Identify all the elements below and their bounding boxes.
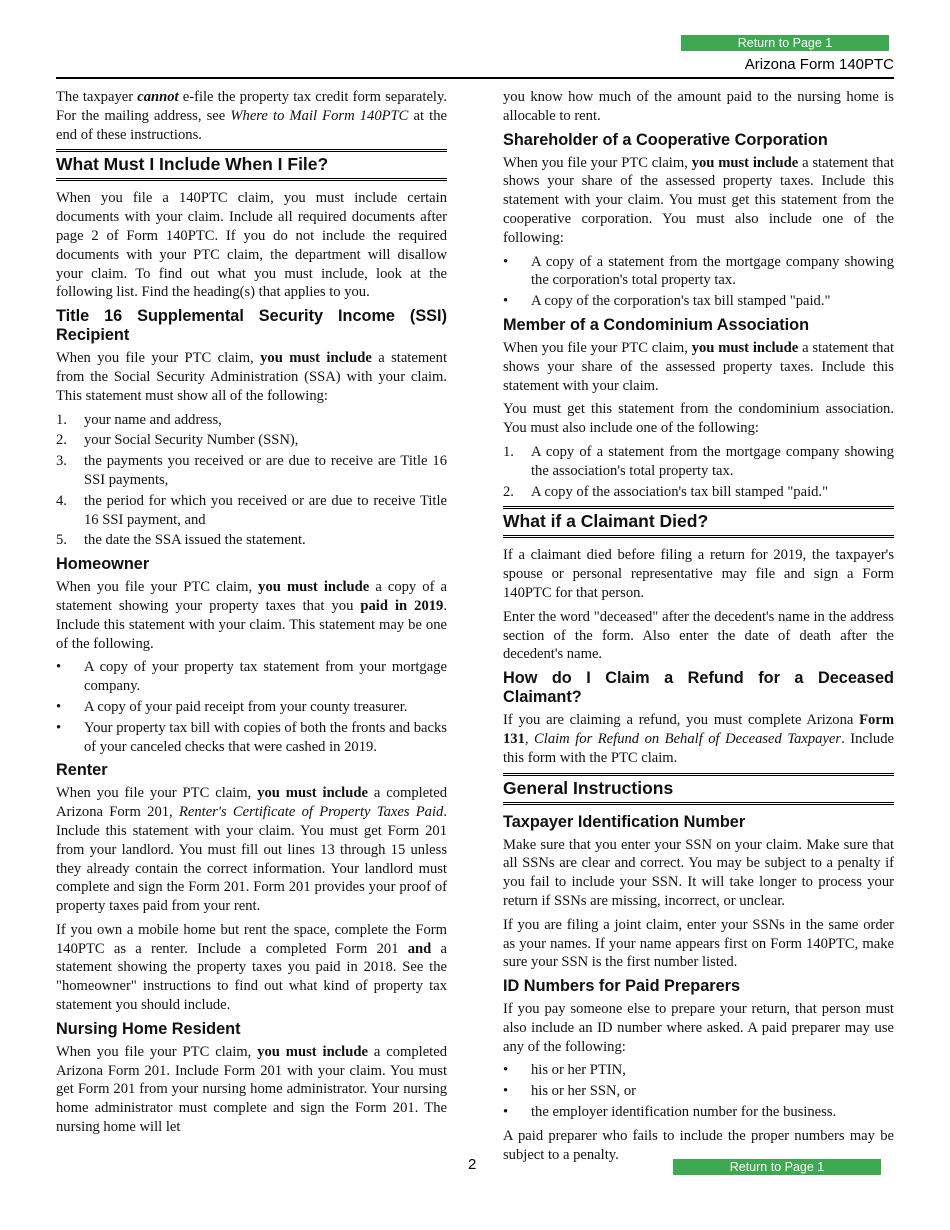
bullet-icon: • (503, 1062, 509, 1079)
page-number: 2 (468, 1156, 477, 1173)
return-to-page-1-link[interactable]: Return to Page 1 (681, 35, 889, 51)
right-column (503, 88, 894, 1169)
condominium-paragraph-2: You must get this statement from the condominium association. You must also include one of the following: (503, 401, 894, 437)
claimant-died-paragraph-2: Enter the word "deceased" after the decedent's name in the address section of the form. Also enter the date of death after the decedent's name. (503, 608, 894, 663)
condominium-list (503, 443, 894, 501)
ssi-paragraph: When you file your PTC claim, you must include a statement from the Social Security Administration (SSA) with your claim. This statement must show all of the following: (56, 350, 448, 404)
tin-heading: Taxpayer Identification Number (503, 812, 746, 831)
condominium-heading: Member of a Condominium Association (503, 315, 810, 334)
return-to-page-1-link-bottom[interactable]: Return to Page 1 (673, 1159, 881, 1175)
left-column (56, 88, 447, 1142)
homeowner-list (56, 658, 447, 756)
nursing-home-paragraph: When you file your PTC claim, you must include a completed Arizona Form 201. Include Form 201 with your claim. You must get Form 201 from your nursing home administrator. Your nursing home administrator must complete and sign the Form 201. The nursing home will let (56, 1043, 448, 1136)
bullet-icon: • (56, 659, 62, 676)
homeowner-heading: Homeowner (56, 555, 150, 574)
bullet-icon: • (503, 253, 509, 270)
list-item: 5. the date the SSA issued the statement. (56, 532, 306, 549)
list-item: • his or her SSN, or (503, 1083, 636, 1100)
bullet-icon: • (56, 719, 62, 736)
list-item: • his or her PTIN, (503, 1062, 626, 1079)
renter-paragraph-2: If you own a mobile home but rent the space, complete the Form 140PTC as a renter. Include a completed Form 201 and a statement showing the property taxes you paid in 2018. See the "homeowner" instructions to find out what kind of property tax statement you should include. (56, 921, 447, 1014)
tin-paragraph-2: If you are filing a joint claim, enter your SSNs in the same order as your names. If your name appears first on Form 140PTC, make sure your SSN is the first number listed. (503, 916, 894, 971)
cooperative-heading: Shareholder of a Cooperative Corporation (503, 130, 828, 149)
bullet-icon: • (503, 1104, 509, 1121)
renter-heading: Renter (56, 761, 108, 780)
list-item: 2. your Social Security Number (SSN), (56, 432, 299, 449)
list-item: • the employer identification number for the business. (503, 1104, 837, 1121)
preparer-id-heading: ID Numbers for Paid Preparers (503, 977, 741, 996)
list-item: 3. the payments you received or are due to receive are Title 16 SSI payments, (56, 453, 447, 488)
list-item: 4. the period for which you received or are due to receive Title 16 SSI payment, and (56, 492, 447, 528)
form-title: Arizona Form 140PTC (744, 56, 894, 73)
preparer-id-list (503, 1061, 894, 1121)
preparer-id-paragraph-2: A paid preparer who fails to include the proper numbers may be subject to a penalty. (503, 1127, 894, 1163)
cooperative-list (503, 253, 894, 311)
list-item: • A copy of a statement from the mortgage company showing the corporation's total property tax. (503, 253, 894, 289)
claimant-died-heading: What if a Claimant Died? (503, 506, 894, 538)
list-item: 1. A copy of a statement from the mortgage company showing the association's total property tax. (503, 443, 894, 479)
include-heading: What Must I Include When I File? (56, 149, 447, 181)
cooperative-paragraph: When you file your PTC claim, you must include a statement that shows your share of the assessed property taxes. Include this statement with your claim. You must get this statement from the cooperative corporation. You must also include one of the following: (503, 154, 895, 246)
ssi-list (56, 411, 447, 551)
nursing-home-heading: Nursing Home Resident (56, 1019, 241, 1038)
homeowner-paragraph: When you file your PTC claim, you must include a copy of a statement showing your property taxes that you paid in 2019. Include this statement with your claim. This statement may be one of the following. (56, 579, 448, 652)
bullet-icon: • (503, 1083, 509, 1100)
renter-paragraph-1: When you file your PTC claim, you must include a completed Arizona Form 201, Renter's Certificate of Property Taxes Paid. Include this statement with your claim. You must get Form 201 from your landlord. You must fill out lines 13 through 15 unless they already contain the correct information. Your landlord must complete and sign the Form 201. Form 201 provides your proof of property taxes paid from your rent. (56, 785, 448, 915)
list-item: 2. A copy of the association's tax bill stamped "paid." (503, 483, 829, 500)
refund-deceased-heading: How do I Claim a Refund for a Deceased Claimant? (503, 669, 894, 707)
preparer-id-paragraph-1: If you pay someone else to prepare your return, that person must also include an ID number where asked. A paid preparer may use any of the following: (503, 1001, 894, 1055)
list-item: • A copy of your paid receipt from your county treasurer. (56, 698, 408, 715)
bullet-icon: • (56, 698, 62, 715)
list-item: 1. your name and address, (56, 411, 222, 428)
nursing-home-continued: you know how much of the amount paid to the nursing home is allocable to rent. (503, 89, 894, 124)
refund-deceased-paragraph: If you are claiming a refund, you must complete Arizona Form 131, Claim for Refund on Behalf of Deceased Taxpayer. Include this form with the PTC claim. (503, 712, 894, 766)
intro-paragraph: The taxpayer cannot e-file the property tax credit form separately. For the mailing address, see Where to Mail Form 140PTC at the end of these instructions. (56, 89, 447, 143)
include-paragraph: When you file a 140PTC claim, you must include certain documents with your claim. Include all required documents after page 2 of Form 140PTC. If you do not include the required documents with your PTC claim, the department will disallow your claim. To find out what you must include, look at the following list. Find the heading(s) that applies to you. (56, 190, 447, 301)
list-item: • A copy of the corporation's tax bill stamped "paid." (503, 293, 831, 310)
general-instructions-heading: General Instructions (503, 773, 894, 805)
list-item: • Your property tax bill with copies of both the fronts and backs of your canceled checks that were cashed in 2019. (56, 719, 447, 755)
tin-paragraph-1: Make sure that you enter your SSN on your claim. Make sure that all SSNs are clear and correct. You may be subject to a penalty if you fail to include your SSN. It will take longer to process your return if SSNs are missing, incorrect, or unclear. (503, 836, 894, 909)
list-item: • A copy of your property tax statement from your mortgage company. (56, 659, 447, 695)
header-divider (56, 77, 894, 79)
claimant-died-paragraph-1: If a claimant died before filing a return for 2019, the taxpayer's spouse or personal representative may file and sign a Form 140PTC for that person. (503, 547, 894, 601)
ssi-heading: Title 16 Supplemental Security Income (SSI) Recipient (56, 307, 447, 345)
condominium-paragraph-1: When you file your PTC claim, you must include a statement that shows your share of the assessed property taxes. Include this statement with your claim. (503, 339, 895, 394)
bullet-icon: • (503, 293, 509, 310)
